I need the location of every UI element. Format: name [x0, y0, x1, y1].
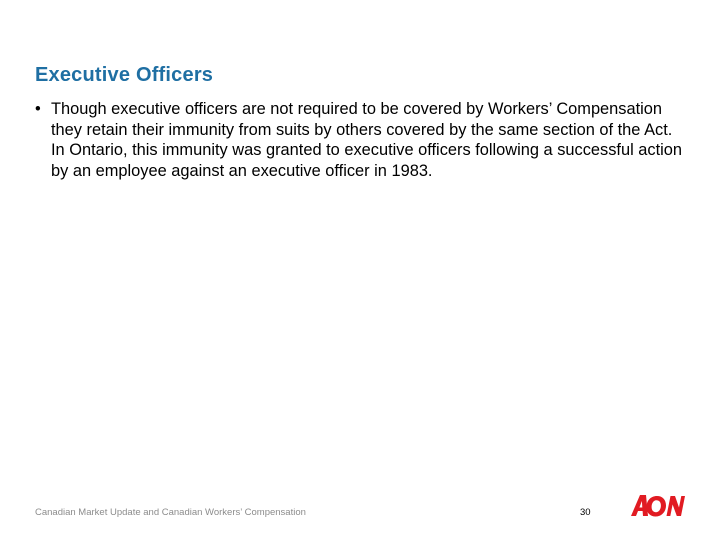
footer-text: Canadian Market Update and Canadian Workers’ Compensation [35, 507, 306, 518]
slide-title: Executive Officers [35, 64, 214, 86]
bullet-item [35, 99, 690, 181]
bullet-list [35, 99, 690, 181]
bullet-marker: • [35, 100, 41, 118]
aon-logo [629, 492, 685, 518]
bullet-text: Though executive officers are not required to be covered by Workers’ Compensation they retain their immunity from suits by others covered by the same section of the Act. In Ontario, this immunity was granted to executive officers following a successful action by an employee against an executive officer in 1983. [51, 100, 683, 180]
page-number: 30 [580, 507, 591, 518]
